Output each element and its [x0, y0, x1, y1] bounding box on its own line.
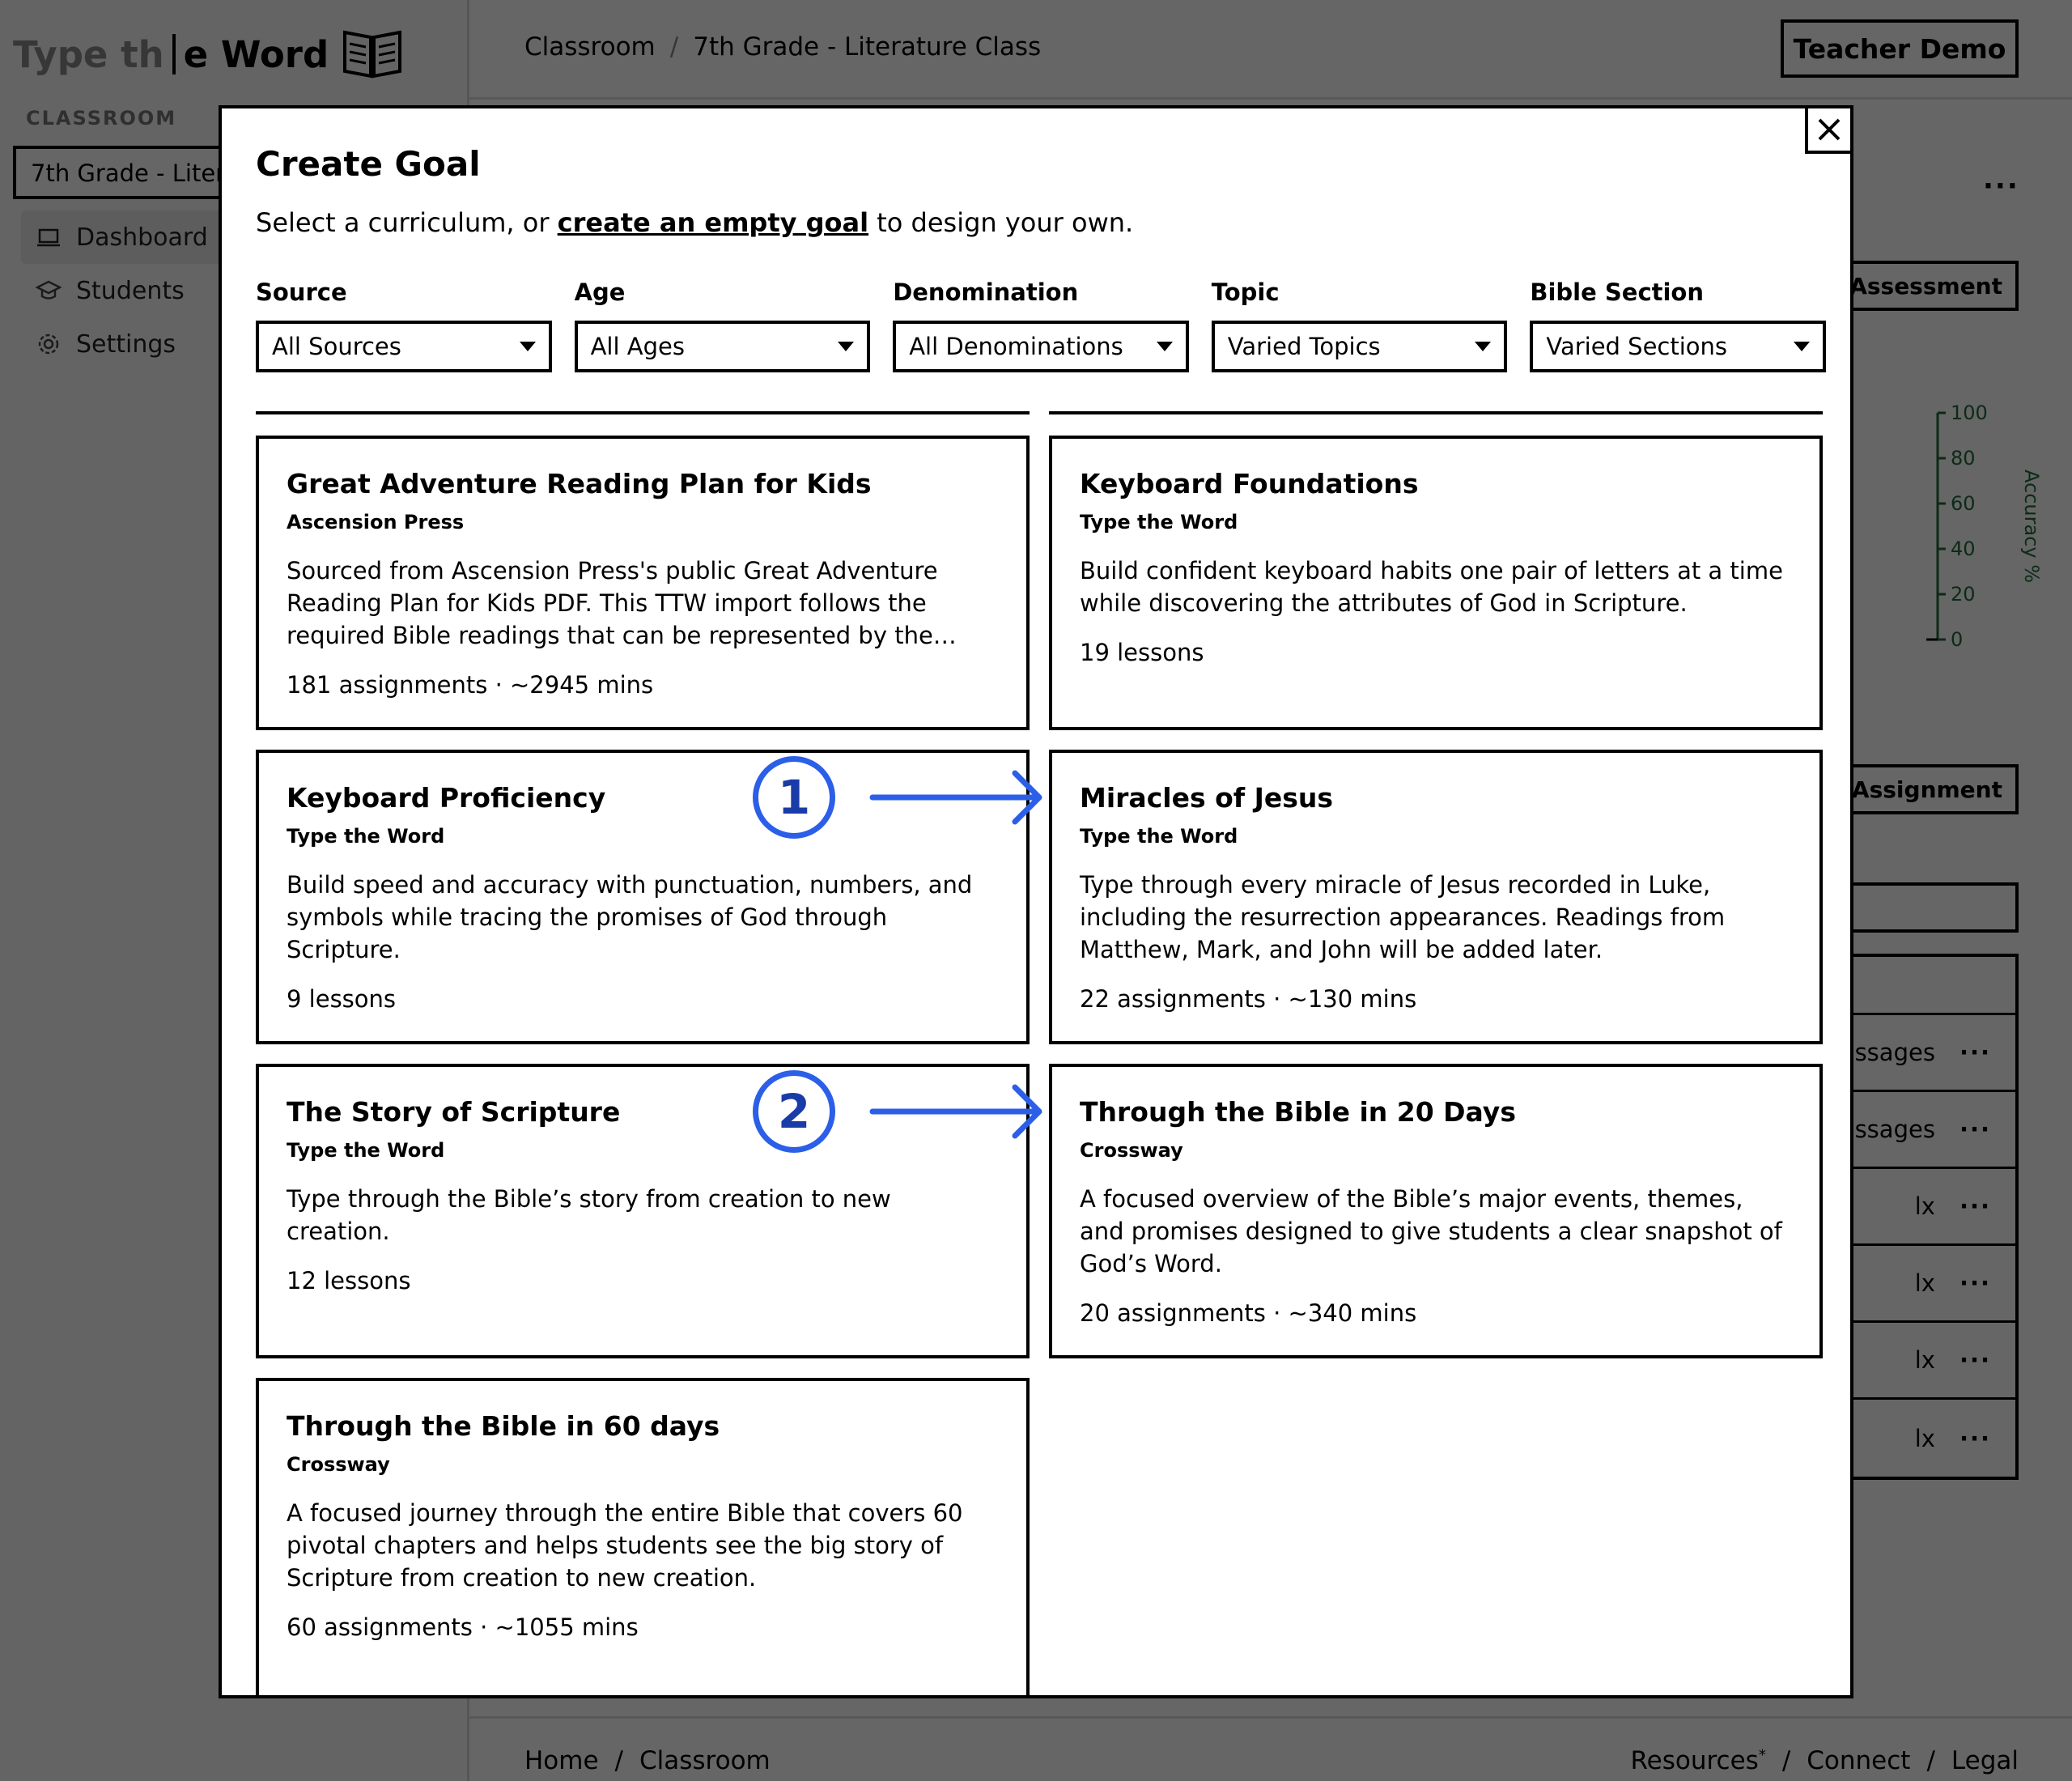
create-goal-dialog: [219, 105, 1853, 1698]
filter-age: [575, 278, 871, 372]
denomination-select[interactable]: [893, 321, 1189, 372]
select-value: All Denominations: [909, 333, 1123, 360]
caret-down-icon: [1794, 342, 1810, 351]
create-empty-goal-link[interactable]: create an empty goal: [557, 207, 869, 238]
filter-bible-section: [1530, 278, 1826, 372]
card-source: Type the Word: [1080, 511, 1238, 533]
card-meta: 60 assignments · ~1055 mins: [287, 1613, 639, 1641]
card-meta: 181 assignments · ~2945 mins: [287, 671, 654, 699]
filter-label: Topic: [1211, 278, 1280, 306]
select-value: Varied Sections: [1546, 333, 1728, 360]
card-title: Through the Bible in 60 days: [287, 1410, 720, 1442]
filter-bar: [256, 278, 1826, 372]
filter-label: Denomination: [893, 278, 1079, 306]
card-source: Type the Word: [287, 825, 445, 848]
card-description: Build speed and accuracy with punctuation, numbers, and symbols while tracing the promises of God through Scripture.: [287, 871, 973, 963]
card-meta: 9 lessons: [287, 985, 397, 1013]
filter-label: Bible Section: [1530, 278, 1705, 306]
card-description: A focused journey through the entire Bible that covers 60 pivotal chapters and helps students see the big story of Scripture from creation to new creation.: [287, 1499, 963, 1592]
caret-down-icon: [520, 342, 536, 351]
card-title: Keyboard Foundations: [1080, 468, 1419, 499]
curriculum-card[interactable]: [1049, 750, 1823, 1044]
card-title: Miracles of Jesus: [1080, 782, 1334, 814]
subtitle-text: Select a curriculum, or: [256, 207, 558, 238]
subtitle-text: to design your own.: [868, 207, 1134, 238]
age-select[interactable]: [575, 321, 871, 372]
curriculum-card[interactable]: [1049, 1064, 1823, 1358]
annotation-badge-2: 2: [753, 1070, 835, 1153]
arrow-right-icon: [869, 765, 1047, 830]
curriculum-card[interactable]: [1049, 436, 1823, 730]
topic-select[interactable]: [1212, 321, 1508, 372]
card-description: Sourced from Ascension Press's public Great Adventure Reading Plan for Kids PDF. This TTW import follows the required Bible readings that can be represented by the: [287, 557, 938, 649]
bible-section-select[interactable]: [1530, 321, 1826, 372]
curriculum-card[interactable]: [256, 1378, 1030, 1698]
card-title: Great Adventure Reading Plan for Kids: [287, 468, 872, 499]
card-meta: 19 lessons: [1080, 639, 1204, 666]
card-meta: 12 lessons: [287, 1267, 411, 1294]
divider: [256, 411, 1030, 414]
card-meta: 22 assignments · ~130 mins: [1080, 985, 1417, 1013]
card-title: Keyboard Proficiency: [287, 782, 606, 814]
dialog-title: Create Goal: [256, 144, 481, 184]
curriculum-card[interactable]: [256, 436, 1030, 730]
card-description: Build confident keyboard habits one pair of letters at a time while discovering the attributes of God in Scripture.: [1080, 557, 1783, 617]
card-source: Crossway: [287, 1453, 390, 1476]
card-description: A focused overview of the Bible’s major events, themes, and promises designed to give students a clear snapshot of God’s Word.: [1080, 1185, 1782, 1277]
select-value: Varied Topics: [1227, 333, 1381, 360]
arrow-right-icon: [869, 1079, 1047, 1144]
filter-source: [256, 278, 552, 372]
filter-denomination: [893, 278, 1189, 372]
filter-label: Age: [574, 278, 626, 306]
filter-topic: [1212, 278, 1508, 372]
card-source: Type the Word: [287, 1139, 445, 1162]
select-value: All Ages: [590, 333, 685, 360]
card-source: Crossway: [1080, 1139, 1183, 1162]
source-select[interactable]: [256, 321, 552, 372]
caret-down-icon: [838, 342, 854, 351]
card-description: Type through every miracle of Jesus recorded in Luke, including the resurrection appearances. Readings from Matthew, Mark, and John will be added later.: [1080, 871, 1726, 963]
caret-down-icon: [1475, 342, 1491, 351]
select-value: All Sources: [272, 333, 401, 360]
card-source: Type the Word: [1080, 825, 1238, 848]
close-icon: [1817, 117, 1841, 142]
filter-label: Source: [256, 278, 347, 306]
card-description: Type through the Bible’s story from creation to new creation.: [287, 1185, 891, 1245]
close-button[interactable]: [1805, 105, 1853, 154]
card-meta: 20 assignments · ~340 mins: [1080, 1299, 1417, 1327]
card-title: The Story of Scripture: [287, 1096, 621, 1128]
divider: [1049, 411, 1823, 414]
caret-down-icon: [1157, 342, 1173, 351]
card-source: Ascension Press: [287, 511, 465, 533]
annotation-badge-1: 1: [753, 756, 835, 839]
card-title: Through the Bible in 20 Days: [1080, 1096, 1516, 1128]
dialog-subtitle: [256, 207, 1133, 238]
